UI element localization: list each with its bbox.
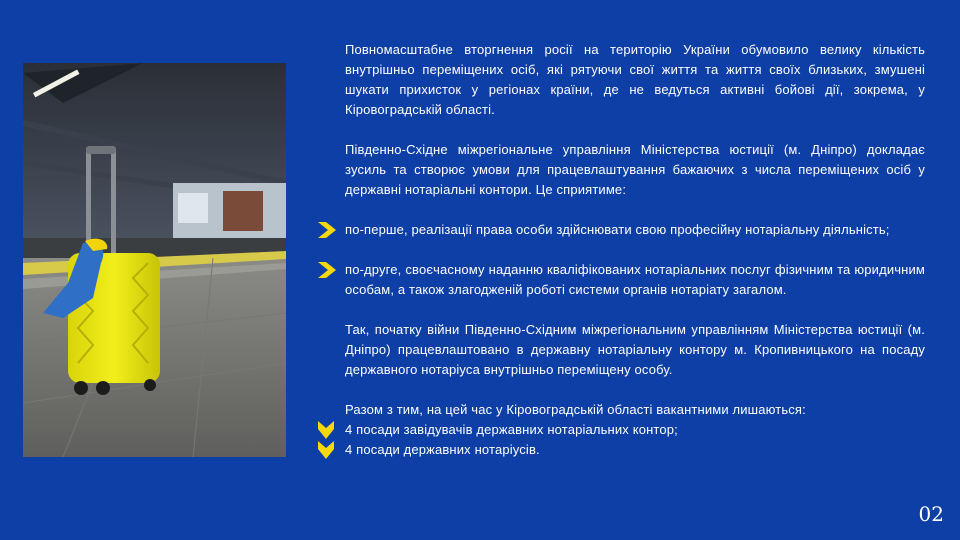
vacancy-item <box>345 420 925 440</box>
station-suitcase-photo <box>23 63 286 457</box>
vacancies-intro: Разом з тим, на цей час у Кіровоградській області вакантними лишаються: <box>345 402 806 417</box>
chevron-right-icon <box>318 222 338 238</box>
main-text <box>345 40 925 460</box>
chevron-right-icon <box>318 262 338 278</box>
chevron-down-icon <box>318 441 334 459</box>
bullet-first-text: по-перше, реалізації права особи здійснювати свою професійну нотаріальну діяльність; <box>345 222 890 237</box>
vacancy-item <box>345 440 925 460</box>
bullet-second-text: по-друге, своєчасному наданню кваліфікованих нотаріальних послуг фізичним та юридичним особам, а також злагодженій роботі системи органів нотаріату загалом. <box>345 262 925 297</box>
employment-paragraph: Так, початку війни Південно-Східним міжрегіональним управлінням Міністерства юстиції (м. Дніпро) працевлаштовано в державну нотаріальну контору м. Кропивницького на посаду державного нотаріуса внутрішньо переміщену особу. <box>345 322 925 377</box>
bullet-second <box>345 260 925 300</box>
ministry-paragraph: Південно-Східне міжрегіональне управління Міністерства юстиції (м. Дніпро) докладає зусиль та створює умови для працевлаштування бажаючих з числа переміщених осіб у державні нотаріальні контори. Це сприятиме: <box>345 142 925 197</box>
chevron-down-icon <box>318 421 334 439</box>
page-number: 02 <box>918 502 944 526</box>
bullet-first <box>345 220 925 240</box>
intro-paragraph: Повномасштабне вторгнення росії на територію України обумовило велику кількість внутрішньо переміщених осіб, які рятуючи свої життя та життя своїх близьких, змушені шукати прихисток у регіонах країни, де не ведуться активні бойові дії, зокрема, у Кіровоградській області. <box>345 42 925 117</box>
vacancy-heads-text: 4 посади завідувачів державних нотаріальних контор; <box>345 422 678 437</box>
vacancy-notaries-text: 4 посади державних нотаріусів. <box>345 442 540 457</box>
